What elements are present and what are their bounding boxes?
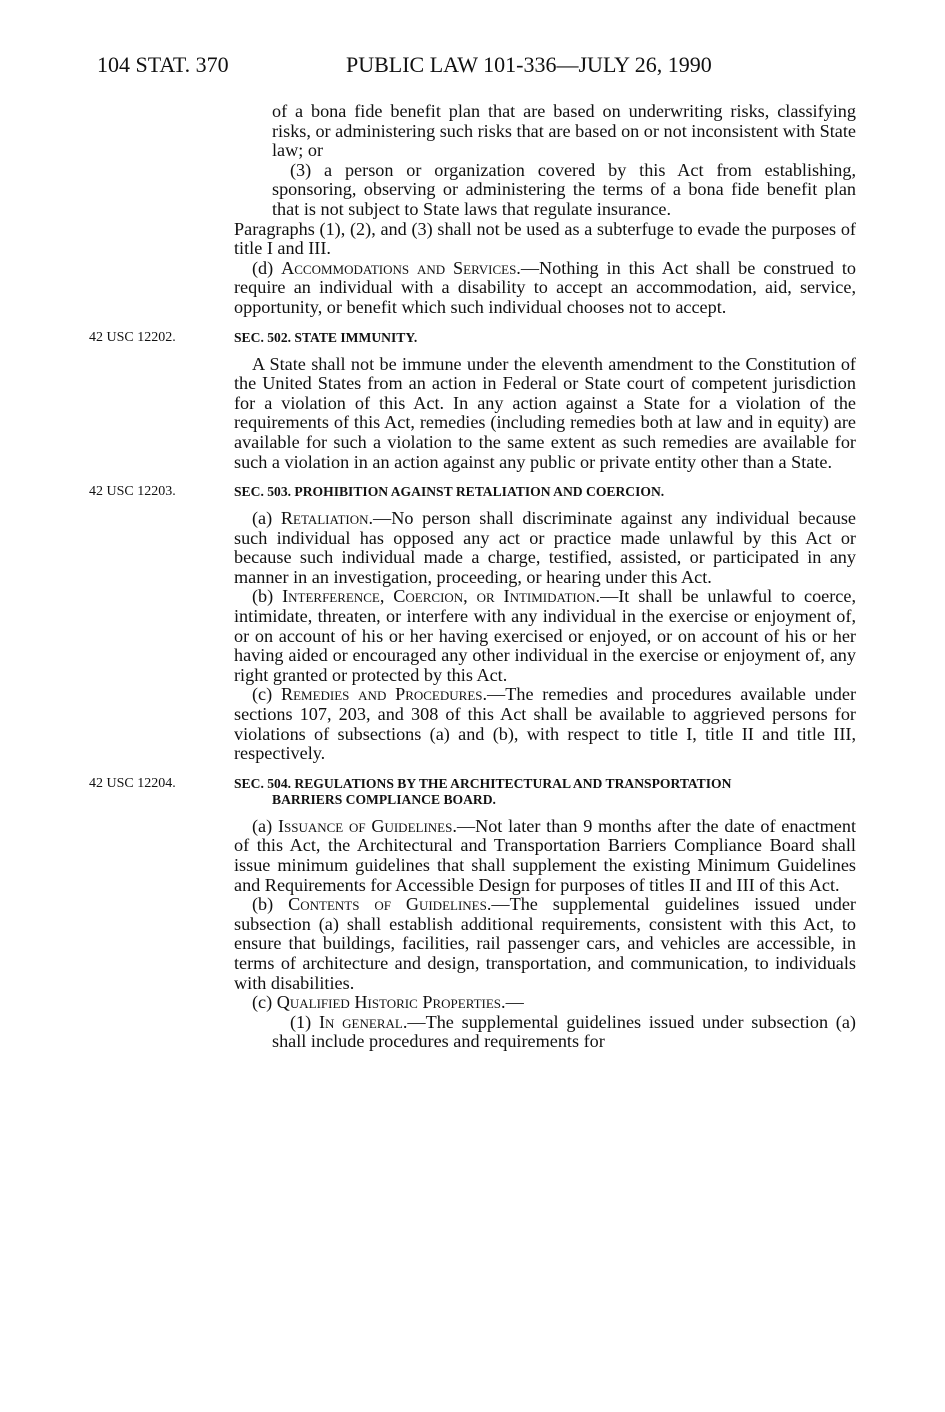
section-504-heading-row [89,775,856,808]
section-502-heading: SEC. 502. STATE IMMUNITY. [234,329,418,345]
section-503-subsection-b: (b) Interference, Coercion, or Intimidation.—It shall be unlawful to coerce, intimidate, threaten, or interfere with any individual in the exercise or enjoyment of, or on account of his or her having exercised or enjoyed, or on account of his or her having aided or encouraged any other individual in the exercise or enjoyment of, any right granted or protected by this Act. [234,586,856,685]
remedies-heading: Remedies and Procedures. [280,684,488,705]
contents-heading: Contents of Guidelines. [288,894,492,915]
subsection-d: (d) Accommodations and Services.—Nothing in this Act shall be construed to require an individual with a disability to accept an accommodation, aid, service, opportunity, or benefit which such individual chooses not to accept. [234,257,856,317]
section-504-heading: SEC. 504. REGULATIONS BY THE ARCHITECTURAL AND TRANSPORTATION BARRIERS COMPLIANCE BOARD. [234,775,732,807]
statute-page-number: 104 STAT. 370 [97,52,229,77]
interference-heading: Interference, Coercion, or Intimidation. [282,586,601,607]
paragraphs-note: Paragraphs (1), (2), and (3) shall not be used as a subterfuge to evade the purposes of title I and III. [234,218,856,259]
subsection-d-heading: Accommodations and Services. [281,257,521,278]
section-504-c-paragraph-1: (1) In general.—The supplemental guidelines issued under subsection (a) shall include procedures and requirements for [272,1011,856,1052]
document-body [89,101,857,1052]
retaliation-heading: Retaliation. [280,508,374,529]
paragraph-3: (3) a person or organization covered by this Act from establishing, sponsoring, observing or administering the terms of a bona fide benefit plan that is not subject to State laws that regulate insurance. [272,159,856,219]
section-504-subsection-b: (b) Contents of Guidelines.—The supplemental guidelines issued under subsection (a) shall establish additional requirements, consistent with this Act, to ensure that buildings, facilities, rail passenger cars, and vehicles are accessible, in terms of architecture and design, transportation, and communication, to individuals with disabilities. [234,894,856,993]
issuance-heading: Issuance of Guidelines. [277,815,457,836]
section-503-heading-row [89,484,856,500]
section-503-subsection-c: (c) Remedies and Procedures.—The remedies and procedures available under sections 107, 203, and 308 of this Act shall be available to aggrieved persons for violations of subsections (a) and (b), with respect to title I, title II and title III, respectively. [234,684,857,764]
usc-margin-note-504: 42 USC 12204. [89,775,176,791]
section-503-heading: SEC. 503. PROHIBITION AGAINST RETALIATION AND COERCION. [234,484,665,500]
paragraph-continuation: of a bona fide benefit plan that are based on underwriting risks, classifying risks, or administering such risks that are based on or not inconsistent with State law; or [272,101,856,161]
historic-properties-heading: Qualified Historic Properties. [276,992,506,1013]
in-general-heading: In general. [318,1011,408,1032]
section-502-text: A State shall not be immune under the eleventh amendment to the Constitution of the United States from an action in Federal or State court of competent jurisdiction for a violation of this Act. In any action against a State for a violation of the requirements of this Act, remedies (including remedies both at law and in equity) are available for such a violation to the same extent as such remedies are available for such a violation in an action against any public or private entity other than a State. [234,353,856,472]
section-504-subsection-c: (c) Qualified Historic Properties.— [252,992,524,1013]
usc-margin-note-502: 42 USC 12202. [89,329,176,345]
section-504-subsection-a: (a) Issuance of Guidelines.—Not later than 9 months after the date of enactment of this Act, the Architectural and Transportation Barriers Compliance Board shall issue minimum guidelines that shall supplement the existing Minimum Guidelines and Requirements for Accessible Design for purposes of titles II and III of this Act. [234,815,857,895]
page-header [97,52,855,82]
public-law-title: PUBLIC LAW 101-336—JULY 26, 1990 [346,52,712,77]
section-502-heading-row [89,329,856,346]
section-503-subsection-a: (a) Retaliation.—No person shall discriminate against any individual because such individual has opposed any act or practice made unlawful by this Act or because such individual made a charge, testified, assisted, or participated in any manner in an investigation, proceeding, or hearing under this Act. [234,508,857,587]
usc-margin-note-503: 42 USC 12203. [89,484,176,500]
